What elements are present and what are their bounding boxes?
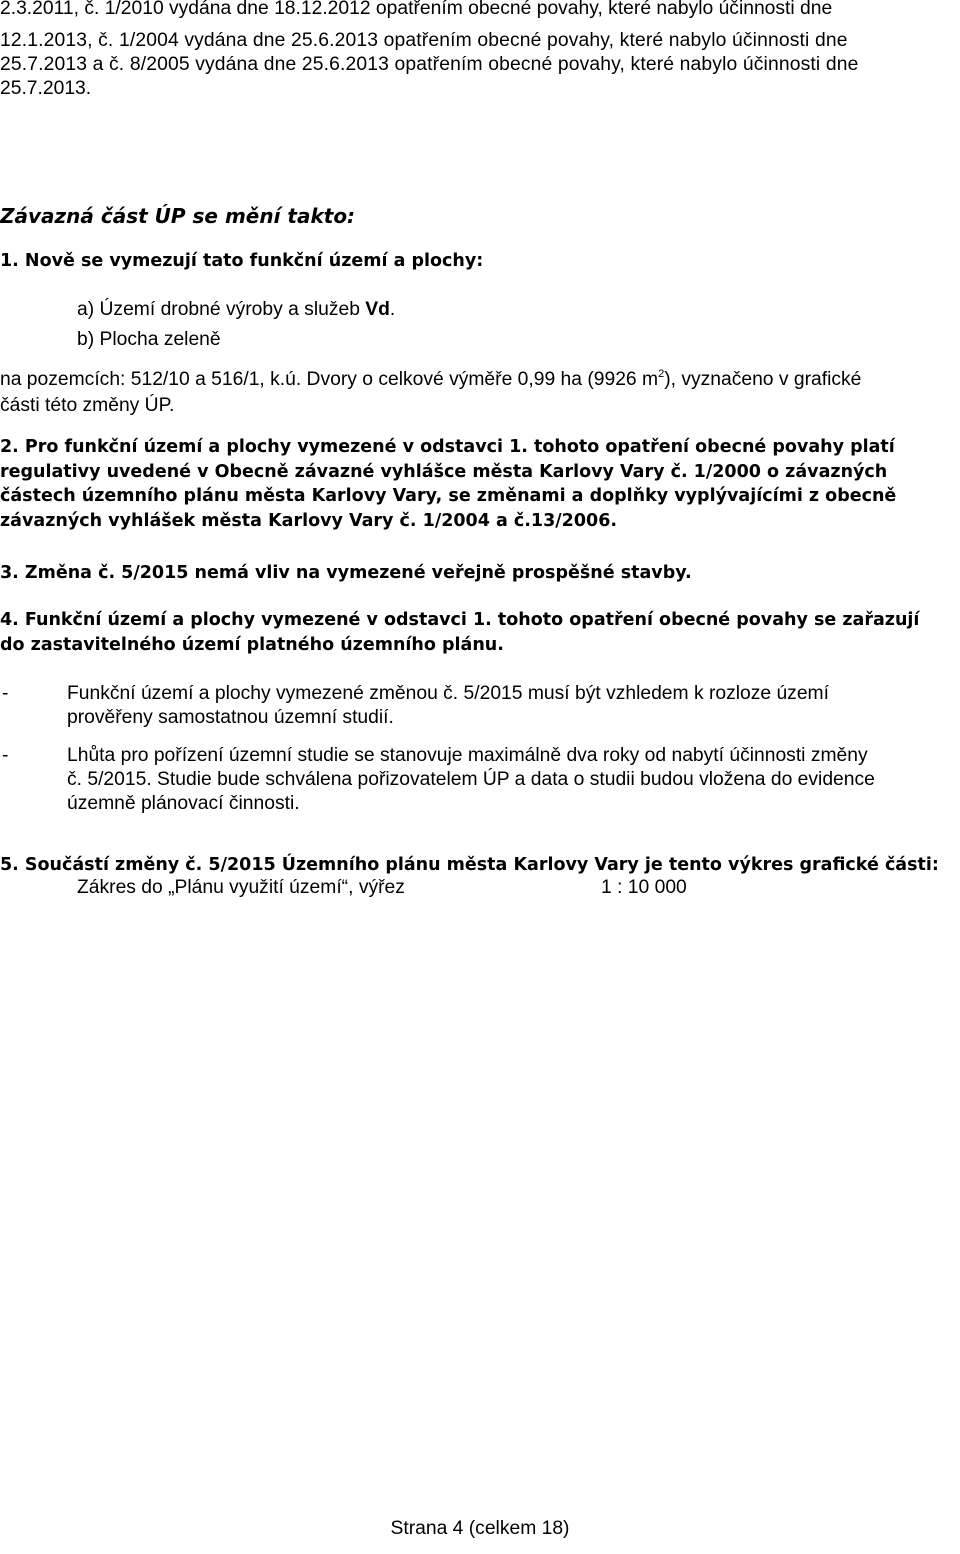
intro-line-3-text: 25.7.2013 a č. 8/2005 vydána dne 25.6.2013 opatřením obecné povahy, které nabylo účinnosti dne (0, 54, 859, 75)
section-4-line-2: do zastavitelného území platného územního plánu. (0, 635, 504, 655)
parcels-line-1 (0, 368, 861, 392)
section-heading: Závazná část ÚP se mění takto: (0, 204, 356, 228)
bullet-2-dash: - (2, 745, 9, 766)
bullet-2-line-1: Lhůta pro pořízení územní studie se stanovuje maximálně dva roky od nabytí účinnosti změny (67, 745, 868, 766)
intro-line-2-text: 12.1.2013, č. 1/2004 vydána dne 25.6.2013 opatřením obecné povahy, které nabylo účinnosti dne (0, 30, 848, 51)
parcels-line-2: části této změny ÚP. (0, 395, 175, 416)
bullet-1-line-1: Funkční území a plochy vymezené změnou č. 5/2015 musí být vzhledem k rozloze území (67, 683, 829, 704)
parcels-tail: ), vyznačeno v grafické (664, 369, 862, 390)
section-2-line-1: 2. Pro funkční území a plochy vymezené v odstavci 1. tohoto opatření obecné povahy platí (0, 437, 895, 457)
section-1-title: 1. Nově se vymezují tato funkční území a plochy: (0, 251, 484, 271)
intro-line-1 (0, 0, 960, 21)
section-1-item-a (77, 298, 395, 322)
intro-line-1-text: 2.3.2011, č. 1/2010 vydána dne 18.12.2012 opatřením obecné povahy, které nabylo účinnosti dne (0, 0, 833, 19)
section-2-line-2: regulativy uvedené v Obecně závazné vyhlášce města Karlovy Vary č. 1/2000 o závazných (0, 462, 888, 482)
item-a-text: a) Území drobné výroby a služeb (77, 299, 366, 320)
section-4-line-1: 4. Funkční území a plochy vymezené v odstavci 1. tohoto opatření obecné povahy se zařazují (0, 610, 920, 630)
intro-line-4-text: 25.7.2013. (0, 78, 92, 99)
section-5: 5. Součástí změny č. 5/2015 Územního plánu města Karlovy Vary je tento výkres grafické části: (0, 855, 939, 875)
intro-line-2-wrap (0, 29, 960, 53)
bullet-2-line-2: č. 5/2015. Studie bude schválena pořizovatelem ÚP a data o studii budou vložena do evidence (67, 769, 875, 790)
parcels-sup: 2 (658, 367, 665, 380)
drawing-scale: 1 : 10 000 (601, 877, 687, 898)
section-2-line-3: částech územního plánu města Karlovy Vary, se změnami a doplňky vyplývajícími z obecně (0, 486, 897, 506)
bullet-1-line-2: prověřeny samostatnou územní studií. (67, 707, 394, 728)
drawing-name: Zákres do „Plánu využití území“, výřez (77, 877, 405, 898)
section-1-item-b: b) Plocha zeleně (77, 329, 221, 350)
bullet-2-line-3: územně plánovací činnosti. (67, 793, 300, 814)
bullet-1-dash: - (2, 683, 9, 704)
section-2-line-4: závazných vyhlášek města Karlovy Vary č. 1/2004 a č.13/2006. (0, 511, 618, 531)
intro-paragraph (0, 0, 960, 21)
item-a-code: Vd (365, 299, 390, 320)
section-3: 3. Změna č. 5/2015 nemá vliv na vymezené veřejně prospěšné stavby. (0, 563, 692, 583)
page-footer: Strana 4 (celkem 18) (390, 1518, 570, 1539)
intro-line-3-wrap (0, 53, 960, 77)
parcels-text: na pozemcích: 512/10 a 516/1, k.ú. Dvory o celkové výměře 0,99 ha (9926 m (0, 369, 659, 390)
intro-line-4-wrap (0, 77, 91, 101)
item-a-suffix: . (389, 299, 396, 320)
